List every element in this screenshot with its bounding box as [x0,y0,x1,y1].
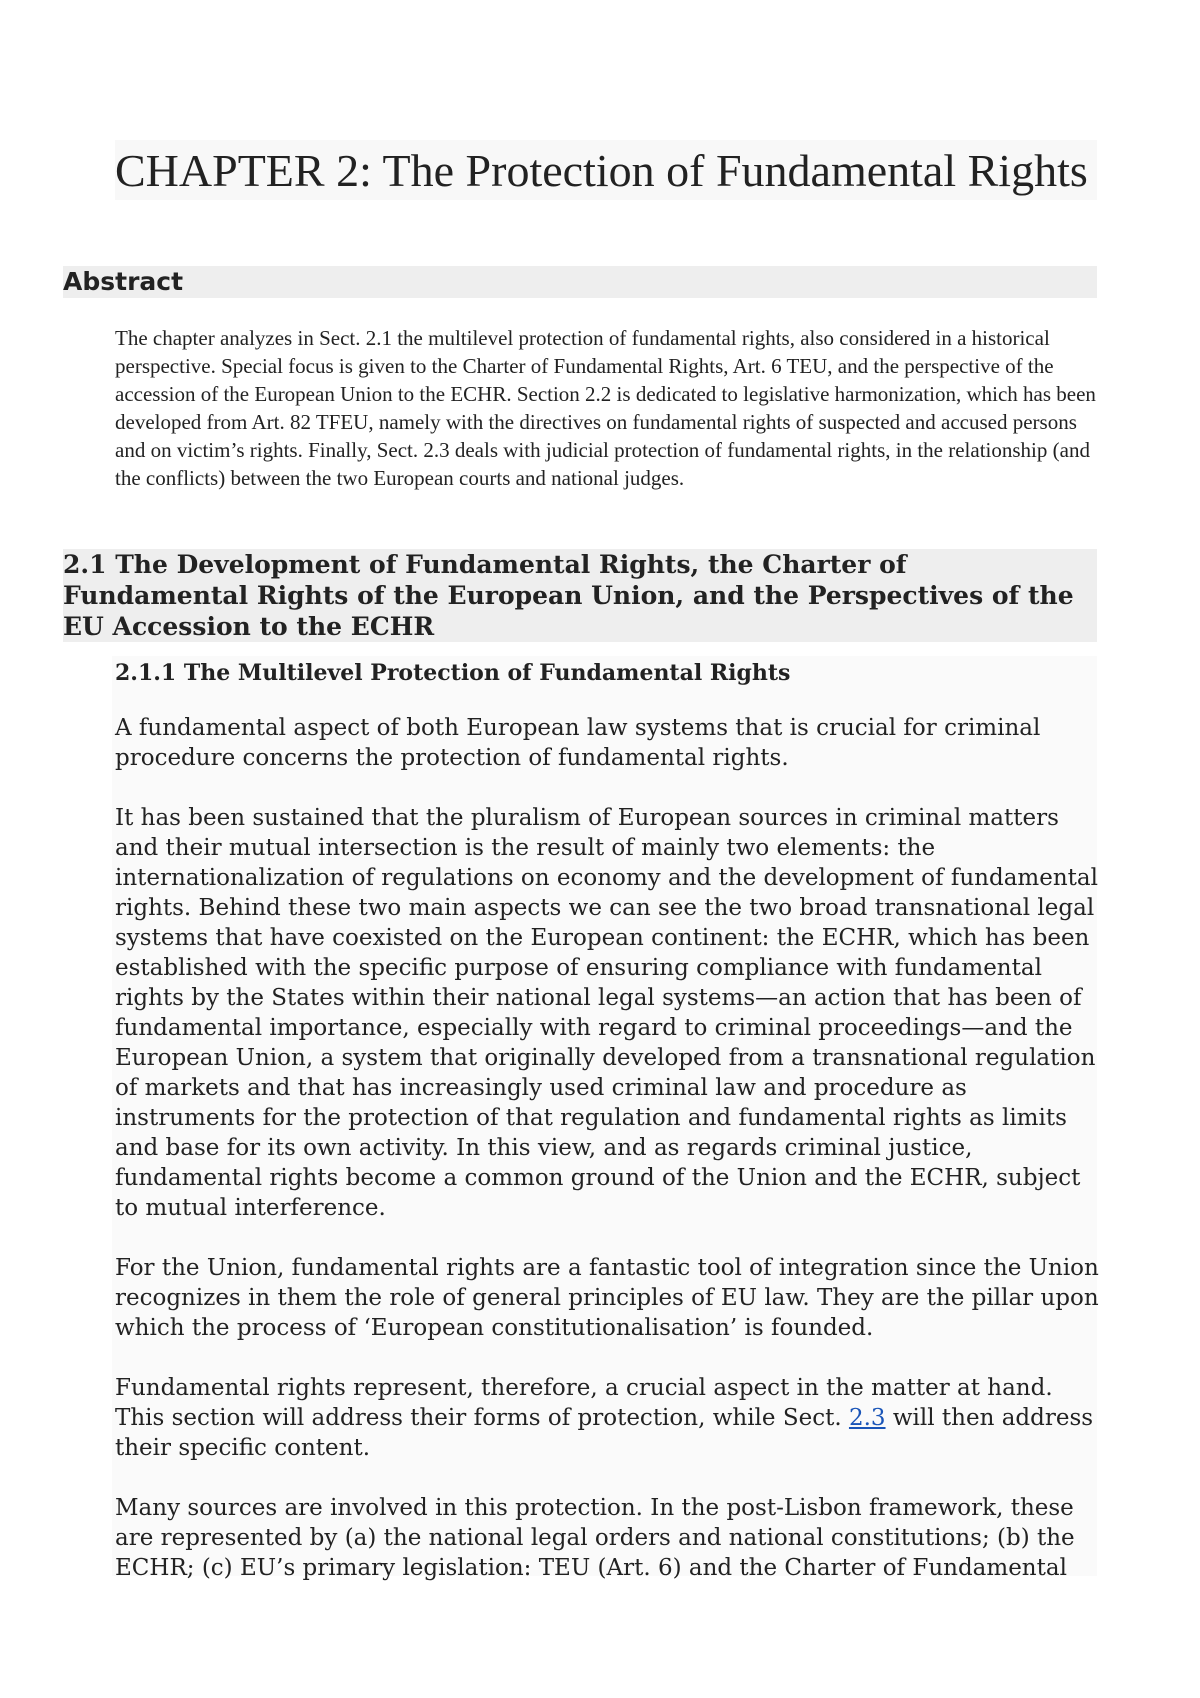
abstract-text: The chapter analyzes in Sect. 2.1 the multilevel protection of fundamental rights, also considered in a historical perspective. Special focus is given to the Charter of Fundamental Rights, Art. 6 TEU, and the perspective of the accession of the European Union to the ECHR. Section 2.2 is dedicated to legislative harmonization, which has been developed from Art. 82 TFEU, namely with the directives on fundamental rights of suspected and accused persons and on victim’s rights. Finally, Sect. 2.3 deals with judicial protection of fundamental rights, in the relationship (and the conflicts) between the two European courts and national judges. [115,326,1096,490]
paragraph-4 [115,1373,1100,1463]
abstract-heading: Abstract [63,266,1097,298]
paragraph-2: It has been sustained that the pluralism of European sources in criminal matters and their mutual intersection is the result of mainly two elements: the internationalization of regulations on economy and the development of fundamental rights. Behind these two main aspects we can see the two broad transnational legal systems that have coexisted on the European continent: the ECHR, which has been established with the specific purpose of ensuring compliance with fundamental rights by the States within their national legal systems—an action that has been of fundamental importance, especially with regard to criminal proceedings—and the European Union, a system that originally developed from a transnational regulation of markets and that has increasingly used criminal law and procedure as instruments for the protection of that regulation and fundamental rights as limits and base for its own activity. In this view, and as regards criminal justice, fundamental rights become a common ground of the Union and the ECHR, subject to mutual interference. [115,805,1098,1221]
paragraph-1: A fundamental aspect of both European law systems that is crucial for criminal procedure concerns the protection of fundamental rights. [115,715,1041,771]
section-heading: 2.1 The Development of Fundamental Rights, the Charter of Fundamental Rights of the European Union, and the Perspectives of the EU Accession to the ECHR [63,549,1097,642]
paragraph-4-text-after: will then address their specific content. [115,1405,1094,1461]
paragraph-4-text-before: Fundamental rights represent, therefore, a crucial aspect in the matter at hand. This section will address their forms of protection, while Sect. [115,1375,1053,1431]
section-link-2-3[interactable]: 2.3 [848,1405,886,1431]
paragraph-5: Many sources are involved in this protection. In the post-Lisbon framework, these are represented by (a) the national legal orders and national constitutions; (b) the ECHR; (c) EU’s primary legislation: TEU (Art. 6) and the Charter of Fundamental [115,1495,1075,1581]
paragraph-3: For the Union, fundamental rights are a fantastic tool of integration since the Union recognizes in them the role of general principles of EU law. They are the pillar upon which the process of ‘European constitutionalisation’ is founded. [115,1255,1099,1341]
subsection-heading: 2.1.1 The Multilevel Protection of Fundamental Rights [115,660,791,686]
chapter-title: CHAPTER 2: The Protection of Fundamental Rights [115,140,1097,200]
